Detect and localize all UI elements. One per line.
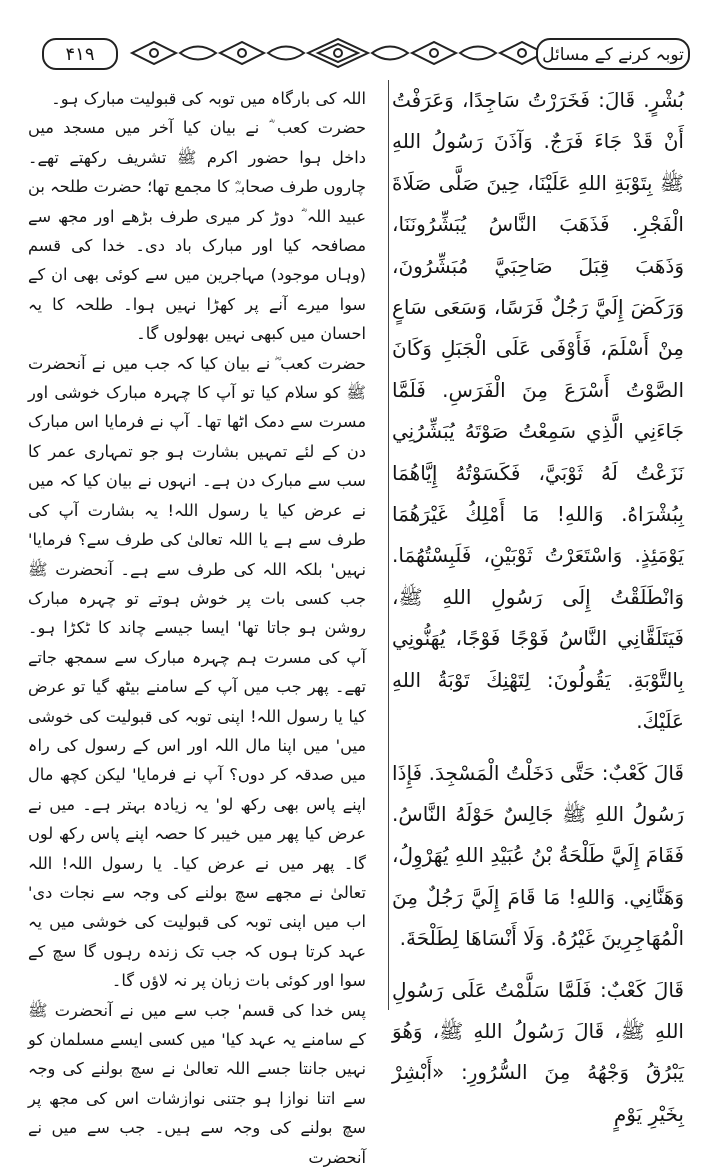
urdu-paragraph: اللہ کی بارگاہ میں توبہ کی قبولیت مبارک ہو۔ bbox=[51, 89, 366, 108]
urdu-paragraph: پس خدا کی قسم' جب سے میں نے آنحضرت ﷺ کے سامنے یہ عہد کیا' میں کسی ایسے مسلمان کو نہیں جانتا جسے اللہ تعالیٰ نے سچ بولنے کی وجہ سے اتنا نوازا ہو جتنی نوازشات اس کی مجھ پر سچ بولنے کی وجہ سے ہیں۔ جب سے میں نے آنحضرت bbox=[28, 1000, 366, 1167]
page-number: ۴۱۹ bbox=[42, 38, 118, 70]
urdu-narrator: حضرت کعب ؓ نے بیان کیا bbox=[182, 118, 366, 138]
arabic-paragraph: قَالَ كَعْبٌ: حَتَّى دَخَلْتُ الْمَسْجِدَ. فَإِذَا رَسُولُ اللهِ ﷺ جَالِسٌ حَوْلَهُ النَّاسُ. فَقَامَ إِلَيَّ طَلْحَةُ بْنُ عُبَيْدِ اللهِ يُهَرْوِلُ، وَهَنَّانِي. وَاللهِ! مَا قَامَ إِلَيَّ رَجُلٌ مِنَ الْمُهَاجِرِينَ غَيْرُهُ. وَلَا أَنْسَاهَا لِطَلْحَةَ. bbox=[392, 760, 684, 951]
ornamental-border bbox=[128, 36, 548, 70]
urdu-paragraph: حضرت کعب ؓ نے بیان کیا کہ جب میں نے آنحضرت ﷺ کو سلام کیا تو آپ کا چہرہ مبارک خوشی اور مسرت سے دمک اٹھا تھا۔ آپ نے فرمایا اس مبارک دن کے لئے تمہیں بشارت ہو جو تمہاری عمر کا سب سے مبارک دن ہے۔ انہوں نے بیان کیا کہ میں نے عرض کیا یا رسول اللہ! یہ بشارت آپ کی طرف سے ہے یا اللہ تعالیٰ کی طرف سے؟ فرمایا' نہیں' بلکہ اللہ کی طرف سے ہے۔ آنحضرت ﷺ جب کسی بات پر خوش ہوتے تو چہرہ مبارک روشن ہو جاتا تھا' ایسا جیسے چاند کا ٹکڑا ہو۔ آپ کی مسرت ہم چہرہ مبارک سے سمجھ جاتے تھے۔ پھر جب میں آپ کے سامنے بیٹھ گیا تو عرض کیا یا رسول اللہ! اپنی توبہ کی قبولیت کی خوشی میں' میں اپنا مال اللہ اور اس کے رسول کی راہ میں صدقہ کر دوں؟ آپ نے فرمایا' لیکن کچھ مال اپنے پاس بھی رکھ لو' یہ زیادہ بہتر ہے۔ میں نے عرض کیا پھر میں خیبر کا حصہ اپنے پاس رکھ لوں گا۔ پھر میں نے عرض کیا۔ یا رسول اللہ! اللہ تعالیٰ نے مجھے سچ بولنے کی وجہ سے نجات دی' اب میں اپنی توبہ کی قبولیت کی خوشی میں یہ عہد کرتا ہوں کہ جب تک زندہ رہوں گا سچ کے سوا اور کوئی بات زبان پر نہ لاؤں گا۔ bbox=[28, 353, 366, 991]
column-divider bbox=[388, 80, 389, 1010]
urdu-translation-column bbox=[28, 84, 366, 1167]
arabic-text-column bbox=[392, 80, 684, 1126]
urdu-paragraph bbox=[28, 113, 366, 348]
page-header bbox=[36, 30, 700, 78]
arabic-paragraph: بُشْرٍ. قَالَ: فَخَرَرْتُ سَاجِدًا، وَعَرَفْتُ أَنْ قَدْ جَاءَ فَرَجٌ. وَآذَنَ رَسُولُ اللهِ ﷺ بِتَوْبَةِ اللهِ عَلَيْنَا، حِينَ صَلَّى صَلَاةَ الْفَجْرِ. فَذَهَبَ النَّاسُ يُبَشِّرُونَنَا، وَذَهَبَ قِبَلَ صَاحِبَيَّ مُبَشِّرُونَ، وَرَكَضَ إِلَيَّ رَجُلٌ فَرَسًا، وَسَعَى سَاعٍ مِنْ أَسْلَمَ، فَأَوْفَى عَلَى الْجَبَلِ وَكَانَ الصَّوْتُ أَسْرَعَ مِنَ الْفَرَسِ. فَلَمَّا جَاءَنِي الَّذِي سَمِعْتُ صَوْتَهُ يُبَشِّرُنِي نَزَعْتُ لَهُ ثَوْبَيَّ، فَكَسَوْتُهُ إِيَّاهُمَا بِبُشْرَاهُ. وَاللهِ! مَا أَمْلِكُ غَيْرَهُمَا يَوْمَئِذٍ. وَاسْتَعَرْتُ ثَوْبَيْنِ، فَلَبِسْتُهُمَا. وَانْطَلَقْتُ إِلَى رَسُولِ اللهِ ﷺ، فَيَتَلَقَّانِي النَّاسُ فَوْجًا فَوْجًا، يُهَنُّونِي بِالتَّوْبَةِ. يَقُولُونَ: لِتَهْنِكَ تَوْبَةُ اللهِ عَلَيْكَ. bbox=[392, 88, 684, 734]
arabic-paragraph: قَالَ كَعْبٌ: فَلَمَّا سَلَّمْتُ عَلَى رَسُولِ اللهِ ﷺ، قَالَ رَسُولُ اللهِ ﷺ، وَهُوَ يَبْرُقُ وَجْهُهُ مِنَ السُّرُورِ: «أَبْشِرْ بِخَيْرِ يَوْمٍ bbox=[392, 977, 684, 1126]
urdu-text: آخر میں مسجد میں داخل ہوا حضور اکرم ﷺ تشریف رکھتے تھے۔ چاروں طرف صحابہؓ کا مجمع تھا؛ حضرت طلحہ بن عبید اللہ ؓ دوڑ کر میری طرف بڑھے اور مجھ سے مصافحہ کیا اور مبارک باد دی۔ خدا کی قسم (وہاں موجود) مہاجرین میں سے کوئی بھی ان کے سوا میرے آنے پر کھڑا نہیں ہوا۔ طلحہ کا یہ احسان میں کبھی نہیں بھولوں گا۔ bbox=[28, 118, 366, 344]
running-title: توبہ کرنے کے مسائل bbox=[536, 38, 690, 70]
